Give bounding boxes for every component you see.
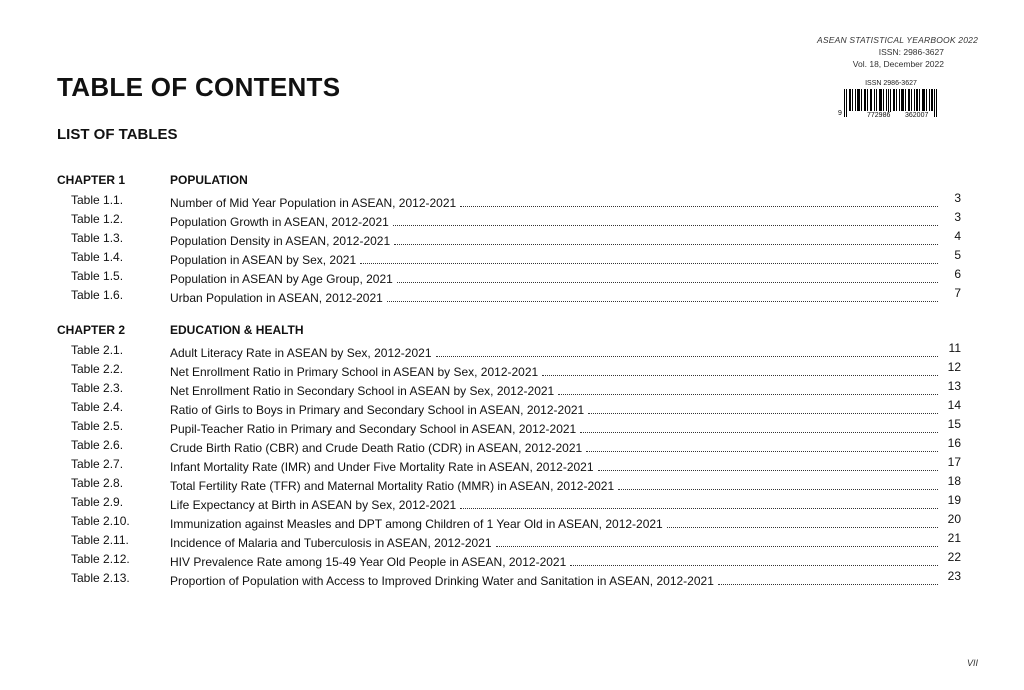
page-number: 20 xyxy=(947,512,961,526)
table-number: Table 1.2. xyxy=(71,212,124,226)
chapter-heading xyxy=(57,323,969,342)
toc-row[interactable] xyxy=(57,211,969,230)
page-number: 14 xyxy=(947,398,961,412)
table-number: Table 2.11. xyxy=(71,533,129,547)
page-number: 21 xyxy=(947,531,961,545)
table-number: Table 2.9. xyxy=(71,495,124,509)
table-number: Table 2.12. xyxy=(71,552,130,566)
table-title[interactable]: Total Fertility Rate (TFR) and Maternal Mortality Ratio (MMR) in ASEAN, 2012-2021 xyxy=(170,479,615,493)
table-title[interactable]: Net Enrollment Ratio in Secondary School in ASEAN by Sex, 2012-2021 xyxy=(170,384,555,398)
toc-row[interactable] xyxy=(57,399,969,418)
dot-leader xyxy=(460,494,938,509)
dot-leader xyxy=(436,342,939,357)
dot-leader xyxy=(496,532,938,547)
page-number: 17 xyxy=(947,455,961,469)
dot-leader xyxy=(586,437,938,452)
dot-leader xyxy=(667,513,938,528)
dot-leader xyxy=(394,230,938,245)
table-title[interactable]: Incidence of Malaria and Tuberculosis in ASEAN, 2012-2021 xyxy=(170,536,492,550)
table-number: Table 1.1. xyxy=(71,193,124,207)
dot-leader xyxy=(460,192,938,207)
toc-row[interactable] xyxy=(57,532,969,551)
barcode-digit-left: 9 xyxy=(838,110,842,117)
table-title[interactable]: HIV Prevalence Rate among 15-49 Year Old People in ASEAN, 2012-2021 xyxy=(170,555,567,569)
toc-row[interactable] xyxy=(57,342,969,361)
table-number: Table 2.5. xyxy=(71,419,124,433)
dot-leader xyxy=(387,287,938,302)
dot-leader xyxy=(570,551,938,566)
page-number: 4 xyxy=(954,229,961,243)
table-number: Table 2.1. xyxy=(71,343,124,357)
chapter-2-section xyxy=(57,323,969,589)
dot-leader xyxy=(618,475,938,490)
toc-row[interactable] xyxy=(57,475,969,494)
table-title[interactable]: Population in ASEAN by Age Group, 2021 xyxy=(170,272,393,286)
page-number: 7 xyxy=(954,286,961,300)
table-number: Table 2.6. xyxy=(71,438,124,452)
publication-info xyxy=(817,34,978,70)
table-number: Table 1.4. xyxy=(71,250,124,264)
toc-row[interactable] xyxy=(57,494,969,513)
dot-leader xyxy=(580,418,938,433)
page-number: 5 xyxy=(954,248,961,262)
barcode-digits-right: 362007 xyxy=(905,112,929,119)
dot-leader xyxy=(598,456,938,471)
toc-row[interactable] xyxy=(57,456,969,475)
table-title[interactable]: Crude Birth Ratio (CBR) and Crude Death Ratio (CDR) in ASEAN, 2012-2021 xyxy=(170,441,583,455)
page-number: 23 xyxy=(947,569,961,583)
dot-leader xyxy=(588,399,938,414)
page-number: 3 xyxy=(954,210,961,224)
page-number: 18 xyxy=(947,474,961,488)
chapter-title: EDUCATION & HEALTH xyxy=(170,323,304,337)
table-title[interactable]: Adult Literacy Rate in ASEAN by Sex, 2012-2021 xyxy=(170,346,432,360)
table-number: Table 2.7. xyxy=(71,457,124,471)
dot-leader xyxy=(718,570,938,585)
table-title[interactable]: Population in ASEAN by Sex, 2021 xyxy=(170,253,357,267)
chapter-number: CHAPTER 1 xyxy=(57,173,126,187)
dot-leader xyxy=(360,249,938,264)
toc-row[interactable] xyxy=(57,418,969,437)
chapter-number: CHAPTER 2 xyxy=(57,323,126,337)
page-number: 19 xyxy=(947,493,961,507)
table-title[interactable]: Urban Population in ASEAN, 2012-2021 xyxy=(170,291,383,305)
page-number: 3 xyxy=(954,191,961,205)
table-number: Table 2.4. xyxy=(71,400,124,414)
toc-row[interactable] xyxy=(57,268,969,287)
chapter-title: POPULATION xyxy=(170,173,248,187)
table-title[interactable]: Population Density in ASEAN, 2012-2021 xyxy=(170,234,391,248)
table-title[interactable]: Life Expectancy at Birth in ASEAN by Sex, 2012-2021 xyxy=(170,498,457,512)
table-number: Table 2.3. xyxy=(71,381,124,395)
table-title[interactable]: Population Growth in ASEAN, 2012-2021 xyxy=(170,215,389,229)
dot-leader xyxy=(397,268,938,283)
page-number: 12 xyxy=(947,360,961,374)
page-number: 16 xyxy=(947,436,961,450)
table-title[interactable]: Infant Mortality Rate (IMR) and Under Five Mortality Rate in ASEAN, 2012-2021 xyxy=(170,460,594,474)
toc-row[interactable] xyxy=(57,249,969,268)
table-number: Table 2.2. xyxy=(71,362,124,376)
dot-leader xyxy=(542,361,938,376)
toc-row[interactable] xyxy=(57,437,969,456)
dot-leader xyxy=(558,380,938,395)
yearbook-title: ASEAN STATISTICAL YEARBOOK 2022 xyxy=(817,35,978,45)
table-title[interactable]: Ratio of Girls to Boys in Primary and Secondary School in ASEAN, 2012-2021 xyxy=(170,403,585,417)
footer-page-number: VII xyxy=(966,658,978,668)
toc-row[interactable] xyxy=(57,513,969,532)
table-number: Table 1.6. xyxy=(71,288,124,302)
volume-text: Vol. 18, December 2022 xyxy=(852,59,944,69)
table-number: Table 1.5. xyxy=(71,269,124,283)
table-title[interactable]: Net Enrollment Ratio in Primary School in ASEAN by Sex, 2012-2021 xyxy=(170,365,539,379)
table-number: Table 2.13. xyxy=(71,571,130,585)
page-number: 11 xyxy=(948,341,961,355)
page-number: 15 xyxy=(947,417,961,431)
chapter-1-section xyxy=(57,173,969,306)
list-of-tables-heading: LIST OF TABLES xyxy=(57,126,178,143)
table-title[interactable]: Immunization against Measles and DPT among Children of 1 Year Old in ASEAN, 2012-2021 xyxy=(170,517,663,531)
barcode-issn-label: ISSN 2986-3627 xyxy=(865,80,917,87)
page-number: 22 xyxy=(947,550,961,564)
table-number: Table 1.3. xyxy=(71,231,124,245)
table-title[interactable]: Proportion of Population with Access to Improved Drinking Water and Sanitation in ASEAN, 2012-2021 xyxy=(170,574,714,588)
issn-barcode xyxy=(838,80,944,124)
toc-row[interactable] xyxy=(57,287,969,306)
toc-row[interactable] xyxy=(57,230,969,249)
dot-leader xyxy=(393,211,938,226)
table-title[interactable]: Number of Mid Year Population in ASEAN, 2012-2021 xyxy=(170,196,457,210)
page-number: 6 xyxy=(954,267,961,281)
table-title[interactable]: Pupil-Teacher Ratio in Primary and Secondary School in ASEAN, 2012-2021 xyxy=(170,422,577,436)
toc-row[interactable] xyxy=(57,361,969,380)
table-number: Table 2.10. xyxy=(71,514,130,528)
table-number: Table 2.8. xyxy=(71,476,124,490)
toc-row[interactable] xyxy=(57,192,969,211)
barcode-digits-mid: 772986 xyxy=(867,112,891,119)
page-number: 13 xyxy=(947,379,961,393)
toc-row[interactable] xyxy=(57,570,969,589)
chapter-heading xyxy=(57,173,969,192)
issn-text: ISSN: 2986-3627 xyxy=(878,47,944,57)
toc-row[interactable] xyxy=(57,551,969,570)
page-title: TABLE OF CONTENTS xyxy=(57,72,341,102)
toc-row[interactable] xyxy=(57,380,969,399)
